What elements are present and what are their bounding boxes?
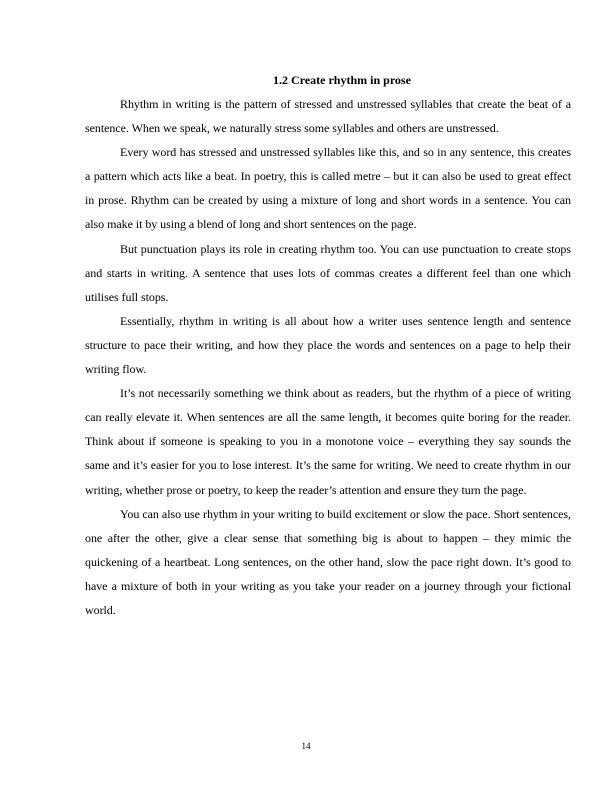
paragraph-1: Rhythm in writing is the pattern of stressed and unstressed syllables that create the beat of a sentence. When we speak, we naturally stress some syllables and others are unstressed. — [85, 97, 571, 136]
document-page — [85, 68, 571, 622]
paragraph-5: It’s not necessarily something we think about as readers, but the rhythm of a piece of writing can really elevate it. When sentences are all the same length, it becomes quite boring for the reader. Think about if someone is speaking to you in a monotone voice – everything they say sounds the same and it’s easier for you to lose interest. It’s the same for writing. We need to create rhythm in our writing, whether prose or poetry, to keep the reader’s attention and ensure they turn the page. — [85, 386, 571, 497]
paragraph-2: Every word has stressed and unstressed syllables like this, and so in any sentence, this creates a pattern which acts like a beat. In poetry, this is called metre – but it can also be used to great effect in prose. Rhythm can be created by using a mixture of long and short words in a sentence. You can also make it by using a blend of long and short sentences on the page. — [85, 145, 571, 232]
section-heading: 1.2 Create rhythm in prose — [273, 73, 411, 87]
paragraph-4: Essentially, rhythm in writing is all about how a writer uses sentence length and sentence structure to pace their writing, and how they place the words and sentences on a page to help their writing flow. — [85, 313, 571, 377]
paragraph-3: But punctuation plays its role in creating rhythm too. You can use punctuation to create stops and starts in writing. A sentence that uses lots of commas creates a different feel than one which utilises full stops. — [85, 241, 571, 304]
page-number: 14 — [301, 741, 311, 751]
paragraph-6: You can also use rhythm in your writing to build excitement or slow the pace. Short sentences, one after the other, give a clear sense that something big is about to happen – they mimic the quickening of a heartbeat. Long sentences, on the other hand, slow the pace right down. It’s good to have a mixture of both in your writing as you take your reader on a journey through your fictional world. — [85, 506, 571, 617]
